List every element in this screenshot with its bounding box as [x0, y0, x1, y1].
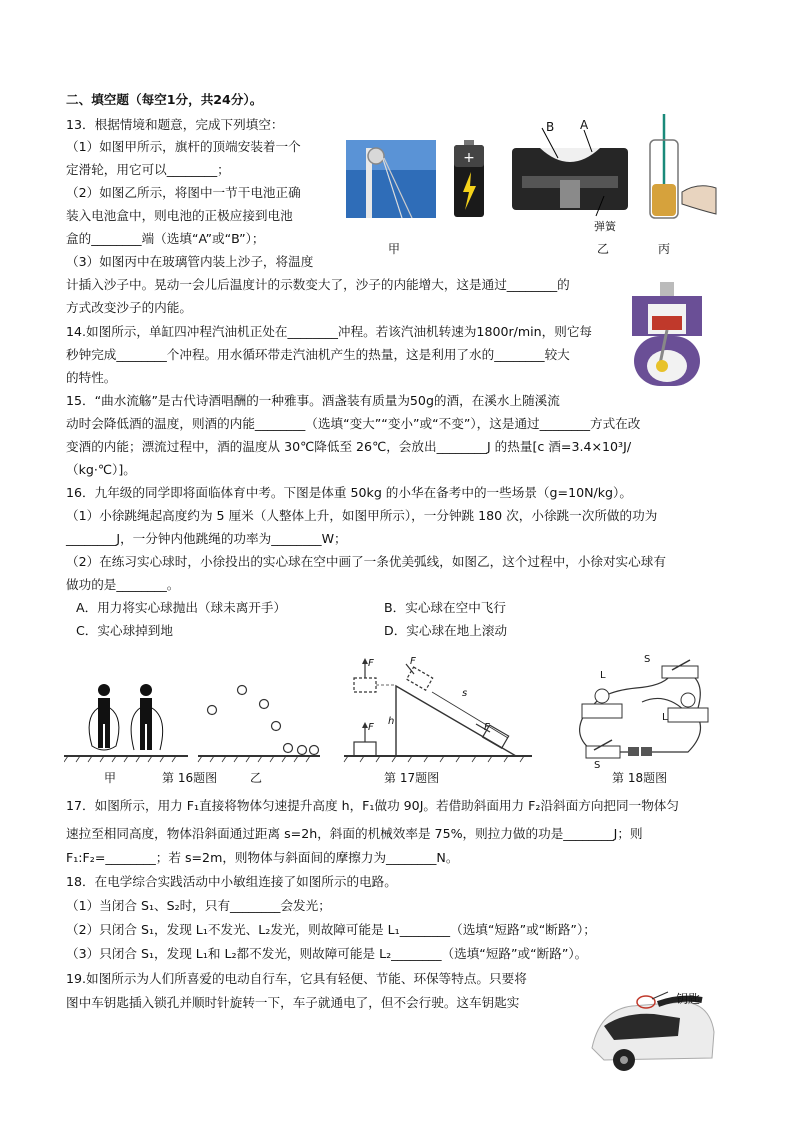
shot-put-arc-figure: [196, 680, 324, 764]
four-stroke-engine-diagram: [626, 282, 708, 388]
jump-rope-figure: [64, 678, 192, 764]
q19-line2: 图中车钥匙插入锁孔并顺时针旋转一下，车子就通电了，但不会行驶。这车钥匙实: [66, 995, 520, 1010]
q16-option-a: A．用力将实心球抛出（球未离开手）: [76, 600, 287, 615]
test-tube-sand-photo: [642, 114, 720, 222]
fig17-s-label: s: [462, 688, 468, 699]
q17-line2: 速拉至相同高度，物体沿斜面通过距离 s=2h，斜面的机械效率是 75%，则拉力做的功是________J；则: [66, 826, 643, 841]
fig13-label-b: B: [546, 120, 555, 134]
fig18-caption: 第 18题图: [612, 771, 668, 785]
q16-line5: 做功的是________。: [66, 577, 180, 592]
fig13-caption-yi: 乙: [597, 242, 610, 256]
q16-option-d: D．实心球在地上滚动: [384, 623, 508, 638]
q16-option-b: B．实心球在空中飞行: [384, 600, 506, 615]
section-title: 二、填空题（每空1分，共24分）。: [66, 92, 263, 107]
q15-line4: （kg·℃）]。: [66, 462, 136, 477]
circuit-diagram: [566, 652, 716, 766]
q13-3-line1: （3）如图丙中在玻璃管内装上沙子，将温度: [66, 254, 314, 269]
q17-line1: 17．如图所示，用力 F₁直接将物体匀速提升高度 h，F₁做功 90J。若借助斜面用力 F₂沿斜面方向把同一物体匀: [66, 798, 679, 813]
q13-2-line3: 盒的________端（选填“A”或“B”）；: [66, 231, 265, 246]
q16-line2: （1）小徐跳绳起高度约为 5 厘米（人整体上升，如图甲所示），一分钟跳 180 次，小徐跳一次所做的功为: [66, 508, 658, 523]
q16-line4: （2）在练习实心球时，小徐投出的实心球在空中画了一条优美弧线，如图乙，这个过程中，小徐对实心球有: [66, 554, 666, 569]
q18-line2: （1）当闭合 S₁、S₂时，只有________会发光；: [66, 898, 331, 913]
flagpole-pulley-photo: [346, 140, 436, 218]
q14-line2: 秒钟完成________个冲程。用水循环带走汽油机产生的热量，这是利用了水的________较大: [66, 347, 570, 362]
q18-line4: （3）只闭合 S₁，发现 L₁和 L₂都不发光，则故障可能是 L₂________（选填“短路”或“断路”）。: [66, 946, 588, 961]
fig18-l2-label: L: [662, 712, 668, 723]
q15-line2: 动时会降低酒的温度，则酒的内能________（选填“变大”“变小”或“不变”），这是通过________方式在改: [66, 416, 641, 431]
q15-line1: 15．“曲水流觞”是古代诗酒唱酬的一种雅事。酒盏装有质量为50g的酒，在溪水上随溪流: [66, 393, 560, 408]
q13-1-line2: 定滑轮，用它可以________；: [66, 162, 230, 177]
q16-line1: 16．九年级的同学即将面临体育中考。下图是体重 50kg 的小华在备考中的一些场景（g=10N/kg）。: [66, 485, 632, 500]
fig17-f1-bottom-label: F: [368, 722, 374, 733]
fig13-caption-bing: 丙: [658, 242, 671, 256]
fig18-s2-label: S: [644, 654, 651, 665]
q13-intro: 13．根据情境和题意，完成下列填空：: [66, 117, 284, 132]
q13-1-line1: （1）如图甲所示，旗杆的顶端安装着一个: [66, 139, 301, 154]
fig17-f2-bottom-label: F: [484, 722, 490, 733]
fig16-caption: 第 16题图: [162, 771, 218, 785]
fig17-f1-top-label: F: [368, 658, 374, 669]
fig16-caption-yi: 乙: [250, 771, 263, 785]
q13-2-line1: （2）如图乙所示，将图中一节干电池正确: [66, 185, 301, 200]
battery-icon: [452, 140, 486, 218]
q13-3-line2: 计插入沙子中。晃动一会儿后温度计的示数变大了，沙子的内能增大，这是通过________的: [66, 277, 570, 292]
key-label: 钥匙: [676, 992, 701, 1006]
fig18-s1-label: S: [594, 760, 601, 771]
q14-line1: 14.如图所示，单缸四冲程汽油机正处在________冲程。若该汽油机转速为1800r/min，则它每: [66, 324, 593, 339]
q18-line3: （2）只闭合 S₁，发现 L₁不发光、L₂发光，则故障可能是 L₁________（选填“短路”或“断路”）；: [66, 922, 596, 937]
q17-line3: F₁:F₂=________；若 s=2m，则物体与斜面间的摩擦力为________N。: [66, 850, 459, 865]
fig16-caption-jia: 甲: [104, 771, 117, 785]
q14-line3: 的特性。: [66, 370, 117, 385]
svg-text:+: +: [463, 150, 475, 166]
fig18-l1-label: L: [600, 670, 606, 681]
fig13-caption-jia: 甲: [388, 242, 401, 256]
fig13-label-a: A: [580, 118, 589, 132]
q16-line3: ________J，一分钟内他跳绳的功率为________W；: [66, 531, 347, 546]
q19-line1: 19.如图所示为人们所喜爱的电动自行车，它具有轻便、节能、环保等特点。只要将: [66, 971, 527, 986]
q18-line1: 18．在电学综合实践活动中小敏组连接了如图所示的电路。: [66, 874, 397, 889]
fig17-h-label: h: [388, 716, 395, 727]
fig13-spring-label: 弹簧: [594, 220, 616, 233]
q13-2-line2: 装入电池盒中，则电池的正极应接到电池: [66, 208, 293, 223]
fig17-f2-top-label: F: [410, 656, 416, 667]
inclined-plane-diagram: [340, 656, 536, 764]
q13-3-line3: 方式改变沙子的内能。: [66, 300, 192, 315]
fig17-caption: 第 17题图: [384, 771, 440, 785]
q16-option-c: C．实心球掉到地: [76, 623, 173, 638]
q15-line3: 变酒的内能；漂流过程中，酒的温度从 30℃降低至 26℃，会放出________J 的热量[c 酒=3.4×10³J/: [66, 439, 632, 454]
